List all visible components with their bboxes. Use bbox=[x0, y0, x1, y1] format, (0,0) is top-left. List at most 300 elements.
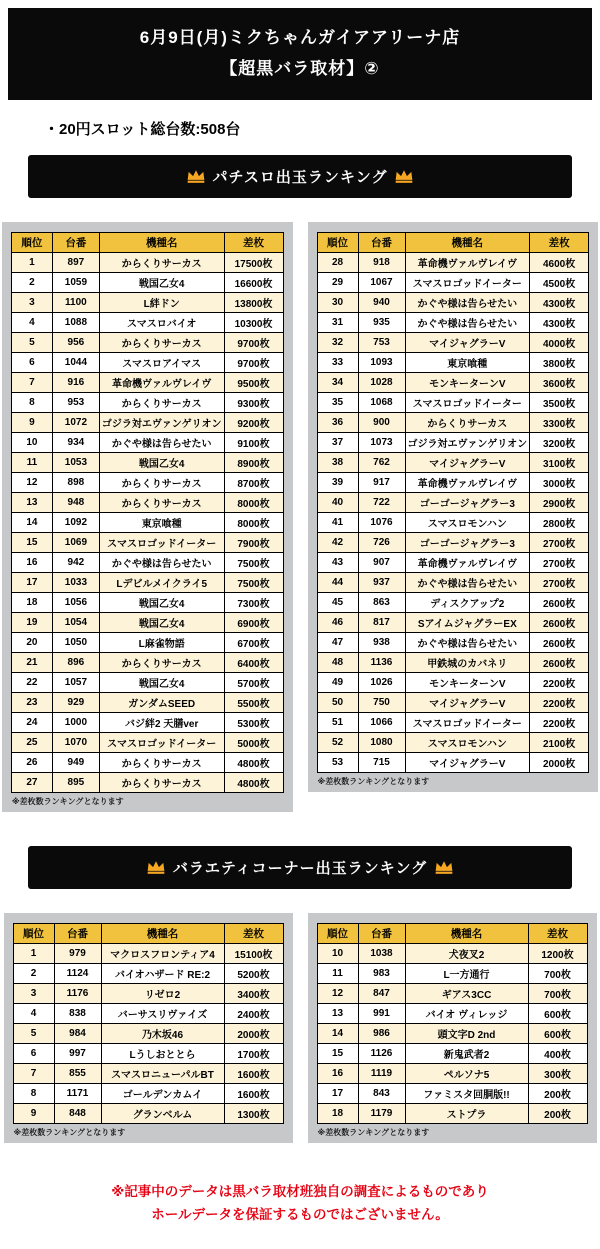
table-row bbox=[11, 633, 283, 653]
machine-name-cell: スマスロゴッドイーター bbox=[99, 533, 224, 553]
rank-cell: 12 bbox=[11, 473, 52, 493]
machine-number-cell: 1028 bbox=[358, 373, 405, 393]
rank-cell: 29 bbox=[317, 273, 358, 293]
pachislot-ranking-title: パチスロ出玉ランキング bbox=[212, 169, 388, 186]
table-row bbox=[13, 1084, 283, 1104]
table-row bbox=[317, 713, 589, 733]
machine-number-cell: 1176 bbox=[54, 984, 101, 1004]
payout-cell: 200枚 bbox=[528, 1084, 587, 1104]
machine-number-cell: 917 bbox=[358, 473, 405, 493]
table-row bbox=[317, 493, 589, 513]
table-row bbox=[11, 593, 283, 613]
table-row bbox=[11, 473, 283, 493]
table-row bbox=[11, 353, 283, 373]
payout-cell: 7500枚 bbox=[224, 573, 283, 593]
machine-number-cell: 1033 bbox=[52, 573, 99, 593]
table-row bbox=[317, 1044, 587, 1064]
table-footnote: ※差枚数ランキングとなります bbox=[317, 1128, 430, 1137]
table-row bbox=[13, 944, 283, 964]
machine-name-cell: 犬夜叉2 bbox=[405, 944, 528, 964]
payout-cell: 2600枚 bbox=[530, 613, 589, 633]
table-row bbox=[317, 653, 589, 673]
machine-name-cell: からくりサーカス bbox=[99, 753, 224, 773]
machine-number-cell: 1088 bbox=[52, 313, 99, 333]
rank-cell: 6 bbox=[13, 1044, 54, 1064]
payout-cell: 5200枚 bbox=[224, 964, 283, 984]
machine-name-cell: 革命機ヴァルヴレイヴ bbox=[405, 253, 530, 273]
rank-cell: 8 bbox=[13, 1084, 54, 1104]
rank-cell: 16 bbox=[317, 1064, 358, 1084]
machine-number-cell: 934 bbox=[52, 433, 99, 453]
payout-cell: 5700枚 bbox=[224, 673, 283, 693]
machine-number-cell: 1179 bbox=[358, 1104, 405, 1124]
payout-cell: 2400枚 bbox=[224, 1004, 283, 1024]
machine-name-cell: からくりサーカス bbox=[99, 253, 224, 273]
machine-number-cell: 1124 bbox=[54, 964, 101, 984]
rank-cell: 32 bbox=[317, 333, 358, 353]
variety-right-table-container bbox=[317, 923, 588, 1124]
machine-number-cell: 979 bbox=[54, 944, 101, 964]
table-row bbox=[11, 533, 283, 553]
event-title: 【超黒バラ取材】② bbox=[220, 58, 380, 78]
rank-cell: 50 bbox=[317, 693, 358, 713]
payout-cell: 3000枚 bbox=[530, 473, 589, 493]
machine-number-cell: 918 bbox=[358, 253, 405, 273]
rank-cell: 31 bbox=[317, 313, 358, 333]
table-row bbox=[11, 713, 283, 733]
payout-cell: 7500枚 bbox=[224, 553, 283, 573]
payout-cell: 9300枚 bbox=[224, 393, 283, 413]
machine-name-cell: かぐや様は告らせたい bbox=[405, 573, 530, 593]
rank-cell: 21 bbox=[11, 653, 52, 673]
table-row bbox=[11, 393, 283, 413]
machine-number-cell: 1056 bbox=[52, 593, 99, 613]
machine-name-cell: スマスロゴッドイーター bbox=[405, 713, 530, 733]
column-header: 順位 bbox=[317, 233, 358, 253]
rank-cell: 47 bbox=[317, 633, 358, 653]
machine-name-cell: バイオハザード RE:2 bbox=[101, 964, 224, 984]
payout-cell: 9500枚 bbox=[224, 373, 283, 393]
column-header: 差枚 bbox=[224, 233, 283, 253]
payout-cell: 2200枚 bbox=[530, 713, 589, 733]
crown-icon bbox=[434, 860, 454, 875]
machine-number-cell: 1070 bbox=[52, 733, 99, 753]
rank-cell: 2 bbox=[11, 273, 52, 293]
payout-cell: 600枚 bbox=[528, 1004, 587, 1024]
payout-cell: 1200枚 bbox=[528, 944, 587, 964]
machine-name-cell: からくりサーカス bbox=[99, 333, 224, 353]
table-row bbox=[11, 693, 283, 713]
rank-cell: 41 bbox=[317, 513, 358, 533]
column-header: 順位 bbox=[13, 924, 54, 944]
machine-name-cell: 東京喰種 bbox=[99, 513, 224, 533]
payout-cell: 1600枚 bbox=[224, 1084, 283, 1104]
machine-number-cell: 984 bbox=[54, 1024, 101, 1044]
table-row bbox=[11, 433, 283, 453]
rank-cell: 48 bbox=[317, 653, 358, 673]
payout-cell: 6700枚 bbox=[224, 633, 283, 653]
payout-cell: 2600枚 bbox=[530, 653, 589, 673]
rank-cell: 1 bbox=[11, 253, 52, 273]
machine-name-cell: SアイムジャグラーEX bbox=[405, 613, 530, 633]
machine-name-cell: 革命機ヴァルヴレイヴ bbox=[99, 373, 224, 393]
payout-cell: 2700枚 bbox=[530, 533, 589, 553]
machine-name-cell: L一方通行 bbox=[405, 964, 528, 984]
machine-name-cell: からくりサーカス bbox=[99, 393, 224, 413]
payout-cell: 200枚 bbox=[528, 1104, 587, 1124]
table-row bbox=[11, 573, 283, 593]
table-row bbox=[11, 293, 283, 313]
column-header: 差枚 bbox=[528, 924, 587, 944]
machine-number-cell: 1126 bbox=[358, 1044, 405, 1064]
payout-cell: 13800枚 bbox=[224, 293, 283, 313]
table-row bbox=[317, 1064, 587, 1084]
machine-name-cell: かぐや様は告らせたい bbox=[99, 433, 224, 453]
table-row bbox=[317, 673, 589, 693]
machine-number-cell: 991 bbox=[358, 1004, 405, 1024]
rank-cell: 52 bbox=[317, 733, 358, 753]
table-footnote: ※差枚数ランキングとなります bbox=[13, 1128, 126, 1137]
payout-cell: 2600枚 bbox=[530, 593, 589, 613]
payout-cell: 8900枚 bbox=[224, 453, 283, 473]
rank-cell: 5 bbox=[13, 1024, 54, 1044]
table-row bbox=[11, 513, 283, 533]
pachislot-right-panel bbox=[308, 222, 599, 792]
variety-left-panel bbox=[4, 913, 293, 1143]
table-row bbox=[317, 293, 589, 313]
payout-cell: 4600枚 bbox=[530, 253, 589, 273]
payout-cell: 6900枚 bbox=[224, 613, 283, 633]
rank-cell: 30 bbox=[317, 293, 358, 313]
machine-number-cell: 1000 bbox=[52, 713, 99, 733]
table-row bbox=[317, 573, 589, 593]
table-row bbox=[11, 493, 283, 513]
table-row bbox=[317, 984, 587, 1004]
rank-cell: 13 bbox=[11, 493, 52, 513]
disclaimer bbox=[0, 1181, 600, 1227]
rank-cell: 7 bbox=[13, 1064, 54, 1084]
table-row bbox=[11, 753, 283, 773]
pachislot-right-table-container bbox=[317, 232, 590, 773]
machine-name-cell: かぐや様は告らせたい bbox=[405, 633, 530, 653]
rank-cell: 28 bbox=[317, 253, 358, 273]
payout-cell: 8000枚 bbox=[224, 513, 283, 533]
machine-name-cell: 戦国乙女4 bbox=[99, 613, 224, 633]
table-row bbox=[13, 1064, 283, 1084]
machine-name-cell: 乃木坂46 bbox=[101, 1024, 224, 1044]
machine-name-cell: スマスロモンハン bbox=[405, 733, 530, 753]
ranking-table bbox=[11, 232, 284, 793]
rank-cell: 24 bbox=[11, 713, 52, 733]
rank-cell: 18 bbox=[11, 593, 52, 613]
payout-cell: 2700枚 bbox=[530, 573, 589, 593]
table-row bbox=[13, 1004, 283, 1024]
column-header: 台番 bbox=[358, 233, 405, 253]
pachislot-ranking-banner bbox=[28, 155, 572, 198]
machine-name-cell: Lうしおととら bbox=[101, 1044, 224, 1064]
payout-cell: 7900枚 bbox=[224, 533, 283, 553]
crown-icon bbox=[146, 860, 166, 875]
machine-name-cell: 革命機ヴァルヴレイヴ bbox=[405, 553, 530, 573]
rank-cell: 4 bbox=[13, 1004, 54, 1024]
payout-cell: 9200枚 bbox=[224, 413, 283, 433]
machine-name-cell: スマスロニューパルBT bbox=[101, 1064, 224, 1084]
payout-cell: 2600枚 bbox=[530, 633, 589, 653]
payout-cell: 8700枚 bbox=[224, 473, 283, 493]
table-row bbox=[317, 964, 587, 984]
machine-name-cell: ゴールデンカムイ bbox=[101, 1084, 224, 1104]
ranking-table bbox=[13, 923, 284, 1124]
rank-cell: 23 bbox=[11, 693, 52, 713]
payout-cell: 17500枚 bbox=[224, 253, 283, 273]
table-row bbox=[317, 373, 589, 393]
column-header: 機種名 bbox=[405, 924, 528, 944]
pachislot-left-panel bbox=[2, 222, 293, 812]
rank-cell: 53 bbox=[317, 753, 358, 773]
machine-number-cell: 855 bbox=[54, 1064, 101, 1084]
rank-cell: 25 bbox=[11, 733, 52, 753]
machine-number-cell: 848 bbox=[54, 1104, 101, 1124]
machine-number-cell: 938 bbox=[358, 633, 405, 653]
column-header: 順位 bbox=[317, 924, 358, 944]
pachislot-tables-row bbox=[0, 222, 600, 812]
machine-number-cell: 1026 bbox=[358, 673, 405, 693]
payout-cell: 4300枚 bbox=[530, 293, 589, 313]
disclaimer-line2: ホールデータを保証するものではございません。 bbox=[151, 1206, 449, 1222]
rank-cell: 13 bbox=[317, 1004, 358, 1024]
column-header: 機種名 bbox=[99, 233, 224, 253]
machine-name-cell: マイジャグラーV bbox=[405, 693, 530, 713]
machine-number-cell: 1076 bbox=[358, 513, 405, 533]
table-row bbox=[11, 553, 283, 573]
payout-cell: 2900枚 bbox=[530, 493, 589, 513]
machine-number-cell: 1054 bbox=[52, 613, 99, 633]
machine-name-cell: からくりサーカス bbox=[405, 413, 530, 433]
rank-cell: 12 bbox=[317, 984, 358, 1004]
machine-name-cell: Lデビルメイクライ5 bbox=[99, 573, 224, 593]
machine-name-cell: 戦国乙女4 bbox=[99, 673, 224, 693]
rank-cell: 11 bbox=[11, 453, 52, 473]
payout-cell: 600枚 bbox=[528, 1024, 587, 1044]
machine-name-cell: ストプラ bbox=[405, 1104, 528, 1124]
payout-cell: 9100枚 bbox=[224, 433, 283, 453]
machine-name-cell: かぐや様は告らせたい bbox=[405, 313, 530, 333]
crown-icon bbox=[394, 169, 414, 184]
rank-cell: 5 bbox=[11, 333, 52, 353]
payout-cell: 16600枚 bbox=[224, 273, 283, 293]
machine-number-cell: 949 bbox=[52, 753, 99, 773]
machine-name-cell: モンキーターンV bbox=[405, 673, 530, 693]
payout-cell: 9700枚 bbox=[224, 333, 283, 353]
machine-number-cell: 1050 bbox=[52, 633, 99, 653]
machine-name-cell: スマスロモンハン bbox=[405, 513, 530, 533]
machine-number-cell: 895 bbox=[52, 773, 99, 793]
payout-cell: 2100枚 bbox=[530, 733, 589, 753]
payout-cell: 700枚 bbox=[528, 964, 587, 984]
table-row bbox=[317, 353, 589, 373]
table-row bbox=[11, 653, 283, 673]
machine-name-cell: スマスロゴッドイーター bbox=[99, 733, 224, 753]
machine-name-cell: スマスロゴッドイーター bbox=[405, 393, 530, 413]
table-row bbox=[317, 453, 589, 473]
table-row bbox=[317, 433, 589, 453]
payout-cell: 10300枚 bbox=[224, 313, 283, 333]
machine-number-cell: 762 bbox=[358, 453, 405, 473]
table-row bbox=[317, 1104, 587, 1124]
payout-cell: 4500枚 bbox=[530, 273, 589, 293]
table-row bbox=[11, 733, 283, 753]
payout-cell: 6400枚 bbox=[224, 653, 283, 673]
machine-number-cell: 1072 bbox=[52, 413, 99, 433]
variety-tables-row bbox=[0, 913, 600, 1143]
rank-cell: 33 bbox=[317, 353, 358, 373]
table-row bbox=[317, 413, 589, 433]
machine-number-cell: 948 bbox=[52, 493, 99, 513]
table-row bbox=[317, 393, 589, 413]
payout-cell: 3600枚 bbox=[530, 373, 589, 393]
machine-number-cell: 1044 bbox=[52, 353, 99, 373]
table-row bbox=[317, 693, 589, 713]
machine-number-cell: 935 bbox=[358, 313, 405, 333]
machine-number-cell: 753 bbox=[358, 333, 405, 353]
machine-number-cell: 900 bbox=[358, 413, 405, 433]
machine-name-cell: 東京喰種 bbox=[405, 353, 530, 373]
machine-name-cell: スマスロゴッドイーター bbox=[405, 273, 530, 293]
machine-name-cell: リゼロ2 bbox=[101, 984, 224, 1004]
table-row bbox=[11, 253, 283, 273]
payout-cell: 7300枚 bbox=[224, 593, 283, 613]
rank-cell: 44 bbox=[317, 573, 358, 593]
table-row bbox=[317, 593, 589, 613]
payout-cell: 4300枚 bbox=[530, 313, 589, 333]
table-row bbox=[11, 453, 283, 473]
machine-number-cell: 1066 bbox=[358, 713, 405, 733]
payout-cell: 2000枚 bbox=[530, 753, 589, 773]
rank-cell: 15 bbox=[11, 533, 52, 553]
machine-name-cell: からくりサーカス bbox=[99, 493, 224, 513]
machine-number-cell: 715 bbox=[358, 753, 405, 773]
table-row bbox=[11, 413, 283, 433]
machine-number-cell: 1069 bbox=[52, 533, 99, 553]
rank-cell: 3 bbox=[11, 293, 52, 313]
machine-name-cell: スマスロアイマス bbox=[99, 353, 224, 373]
table-row bbox=[11, 313, 283, 333]
slot-count-note: ・20円スロット総台数:508台 bbox=[44, 121, 241, 138]
rank-cell: 10 bbox=[11, 433, 52, 453]
disclaimer-line1: ※記事中のデータは黒バラ取材班独自の調査によるものであり bbox=[111, 1184, 489, 1199]
table-row bbox=[13, 964, 283, 984]
machine-name-cell: かぐや様は告らせたい bbox=[99, 553, 224, 573]
variety-left-table-container bbox=[13, 923, 284, 1124]
payout-cell: 1600枚 bbox=[224, 1064, 283, 1084]
payout-cell: 3500枚 bbox=[530, 393, 589, 413]
machine-name-cell: ゴジラ対エヴァンゲリオン bbox=[99, 413, 224, 433]
payout-cell: 8000枚 bbox=[224, 493, 283, 513]
machine-number-cell: 1073 bbox=[358, 433, 405, 453]
rank-cell: 9 bbox=[11, 413, 52, 433]
table-row bbox=[317, 333, 589, 353]
rank-cell: 42 bbox=[317, 533, 358, 553]
rank-cell: 11 bbox=[317, 964, 358, 984]
rank-cell: 6 bbox=[11, 353, 52, 373]
machine-name-cell: バジ絆2 天膳ver bbox=[99, 713, 224, 733]
machine-name-cell: モンキーターンV bbox=[405, 373, 530, 393]
rank-cell: 10 bbox=[317, 944, 358, 964]
machine-number-cell: 726 bbox=[358, 533, 405, 553]
machine-number-cell: 1092 bbox=[52, 513, 99, 533]
machine-name-cell: 戦国乙女4 bbox=[99, 273, 224, 293]
rank-cell: 7 bbox=[11, 373, 52, 393]
table-row bbox=[317, 473, 589, 493]
table-row bbox=[317, 553, 589, 573]
machine-name-cell: からくりサーカス bbox=[99, 473, 224, 493]
rank-cell: 8 bbox=[11, 393, 52, 413]
rank-cell: 20 bbox=[11, 633, 52, 653]
machine-number-cell: 847 bbox=[358, 984, 405, 1004]
machine-name-cell: ゴーゴージャグラー3 bbox=[405, 533, 530, 553]
rank-cell: 35 bbox=[317, 393, 358, 413]
machine-name-cell: スマスロバイオ bbox=[99, 313, 224, 333]
payout-cell: 3100枚 bbox=[530, 453, 589, 473]
table-row bbox=[13, 1024, 283, 1044]
machine-name-cell: からくりサーカス bbox=[99, 773, 224, 793]
rank-cell: 3 bbox=[13, 984, 54, 1004]
variety-ranking-banner bbox=[28, 846, 572, 889]
machine-number-cell: 1100 bbox=[52, 293, 99, 313]
column-header: 台番 bbox=[358, 924, 405, 944]
ranking-table bbox=[317, 923, 588, 1124]
rank-cell: 40 bbox=[317, 493, 358, 513]
rank-cell: 4 bbox=[11, 313, 52, 333]
machine-name-cell: バーサスリヴァイズ bbox=[101, 1004, 224, 1024]
payout-cell: 700枚 bbox=[528, 984, 587, 1004]
machine-name-cell: かぐや様は告らせたい bbox=[405, 293, 530, 313]
machine-number-cell: 956 bbox=[52, 333, 99, 353]
payout-cell: 3800枚 bbox=[530, 353, 589, 373]
table-row bbox=[317, 753, 589, 773]
column-header: 台番 bbox=[52, 233, 99, 253]
payout-cell: 5300枚 bbox=[224, 713, 283, 733]
machine-number-cell: 897 bbox=[52, 253, 99, 273]
table-row bbox=[317, 1084, 587, 1104]
rank-cell: 9 bbox=[13, 1104, 54, 1124]
variety-right-panel bbox=[308, 913, 597, 1143]
column-header: 差枚 bbox=[530, 233, 589, 253]
payout-cell: 3200枚 bbox=[530, 433, 589, 453]
payout-cell: 4800枚 bbox=[224, 773, 283, 793]
machine-number-cell: 1119 bbox=[358, 1064, 405, 1084]
machine-name-cell: ゴジラ対エヴァンゲリオン bbox=[405, 433, 530, 453]
table-row bbox=[11, 613, 283, 633]
rank-cell: 1 bbox=[13, 944, 54, 964]
table-row bbox=[317, 733, 589, 753]
payout-cell: 3300枚 bbox=[530, 413, 589, 433]
crown-icon bbox=[186, 169, 206, 184]
table-row bbox=[11, 373, 283, 393]
rank-cell: 2 bbox=[13, 964, 54, 984]
payout-cell: 2000枚 bbox=[224, 1024, 283, 1044]
rank-cell: 15 bbox=[317, 1044, 358, 1064]
payout-cell: 15100枚 bbox=[224, 944, 283, 964]
table-row bbox=[317, 613, 589, 633]
column-header: 台番 bbox=[54, 924, 101, 944]
machine-name-cell: ゴーゴージャグラー3 bbox=[405, 493, 530, 513]
machine-number-cell: 863 bbox=[358, 593, 405, 613]
rank-cell: 19 bbox=[11, 613, 52, 633]
machine-name-cell: 頭文字D 2nd bbox=[405, 1024, 528, 1044]
table-row bbox=[11, 673, 283, 693]
table-row bbox=[13, 1104, 283, 1124]
